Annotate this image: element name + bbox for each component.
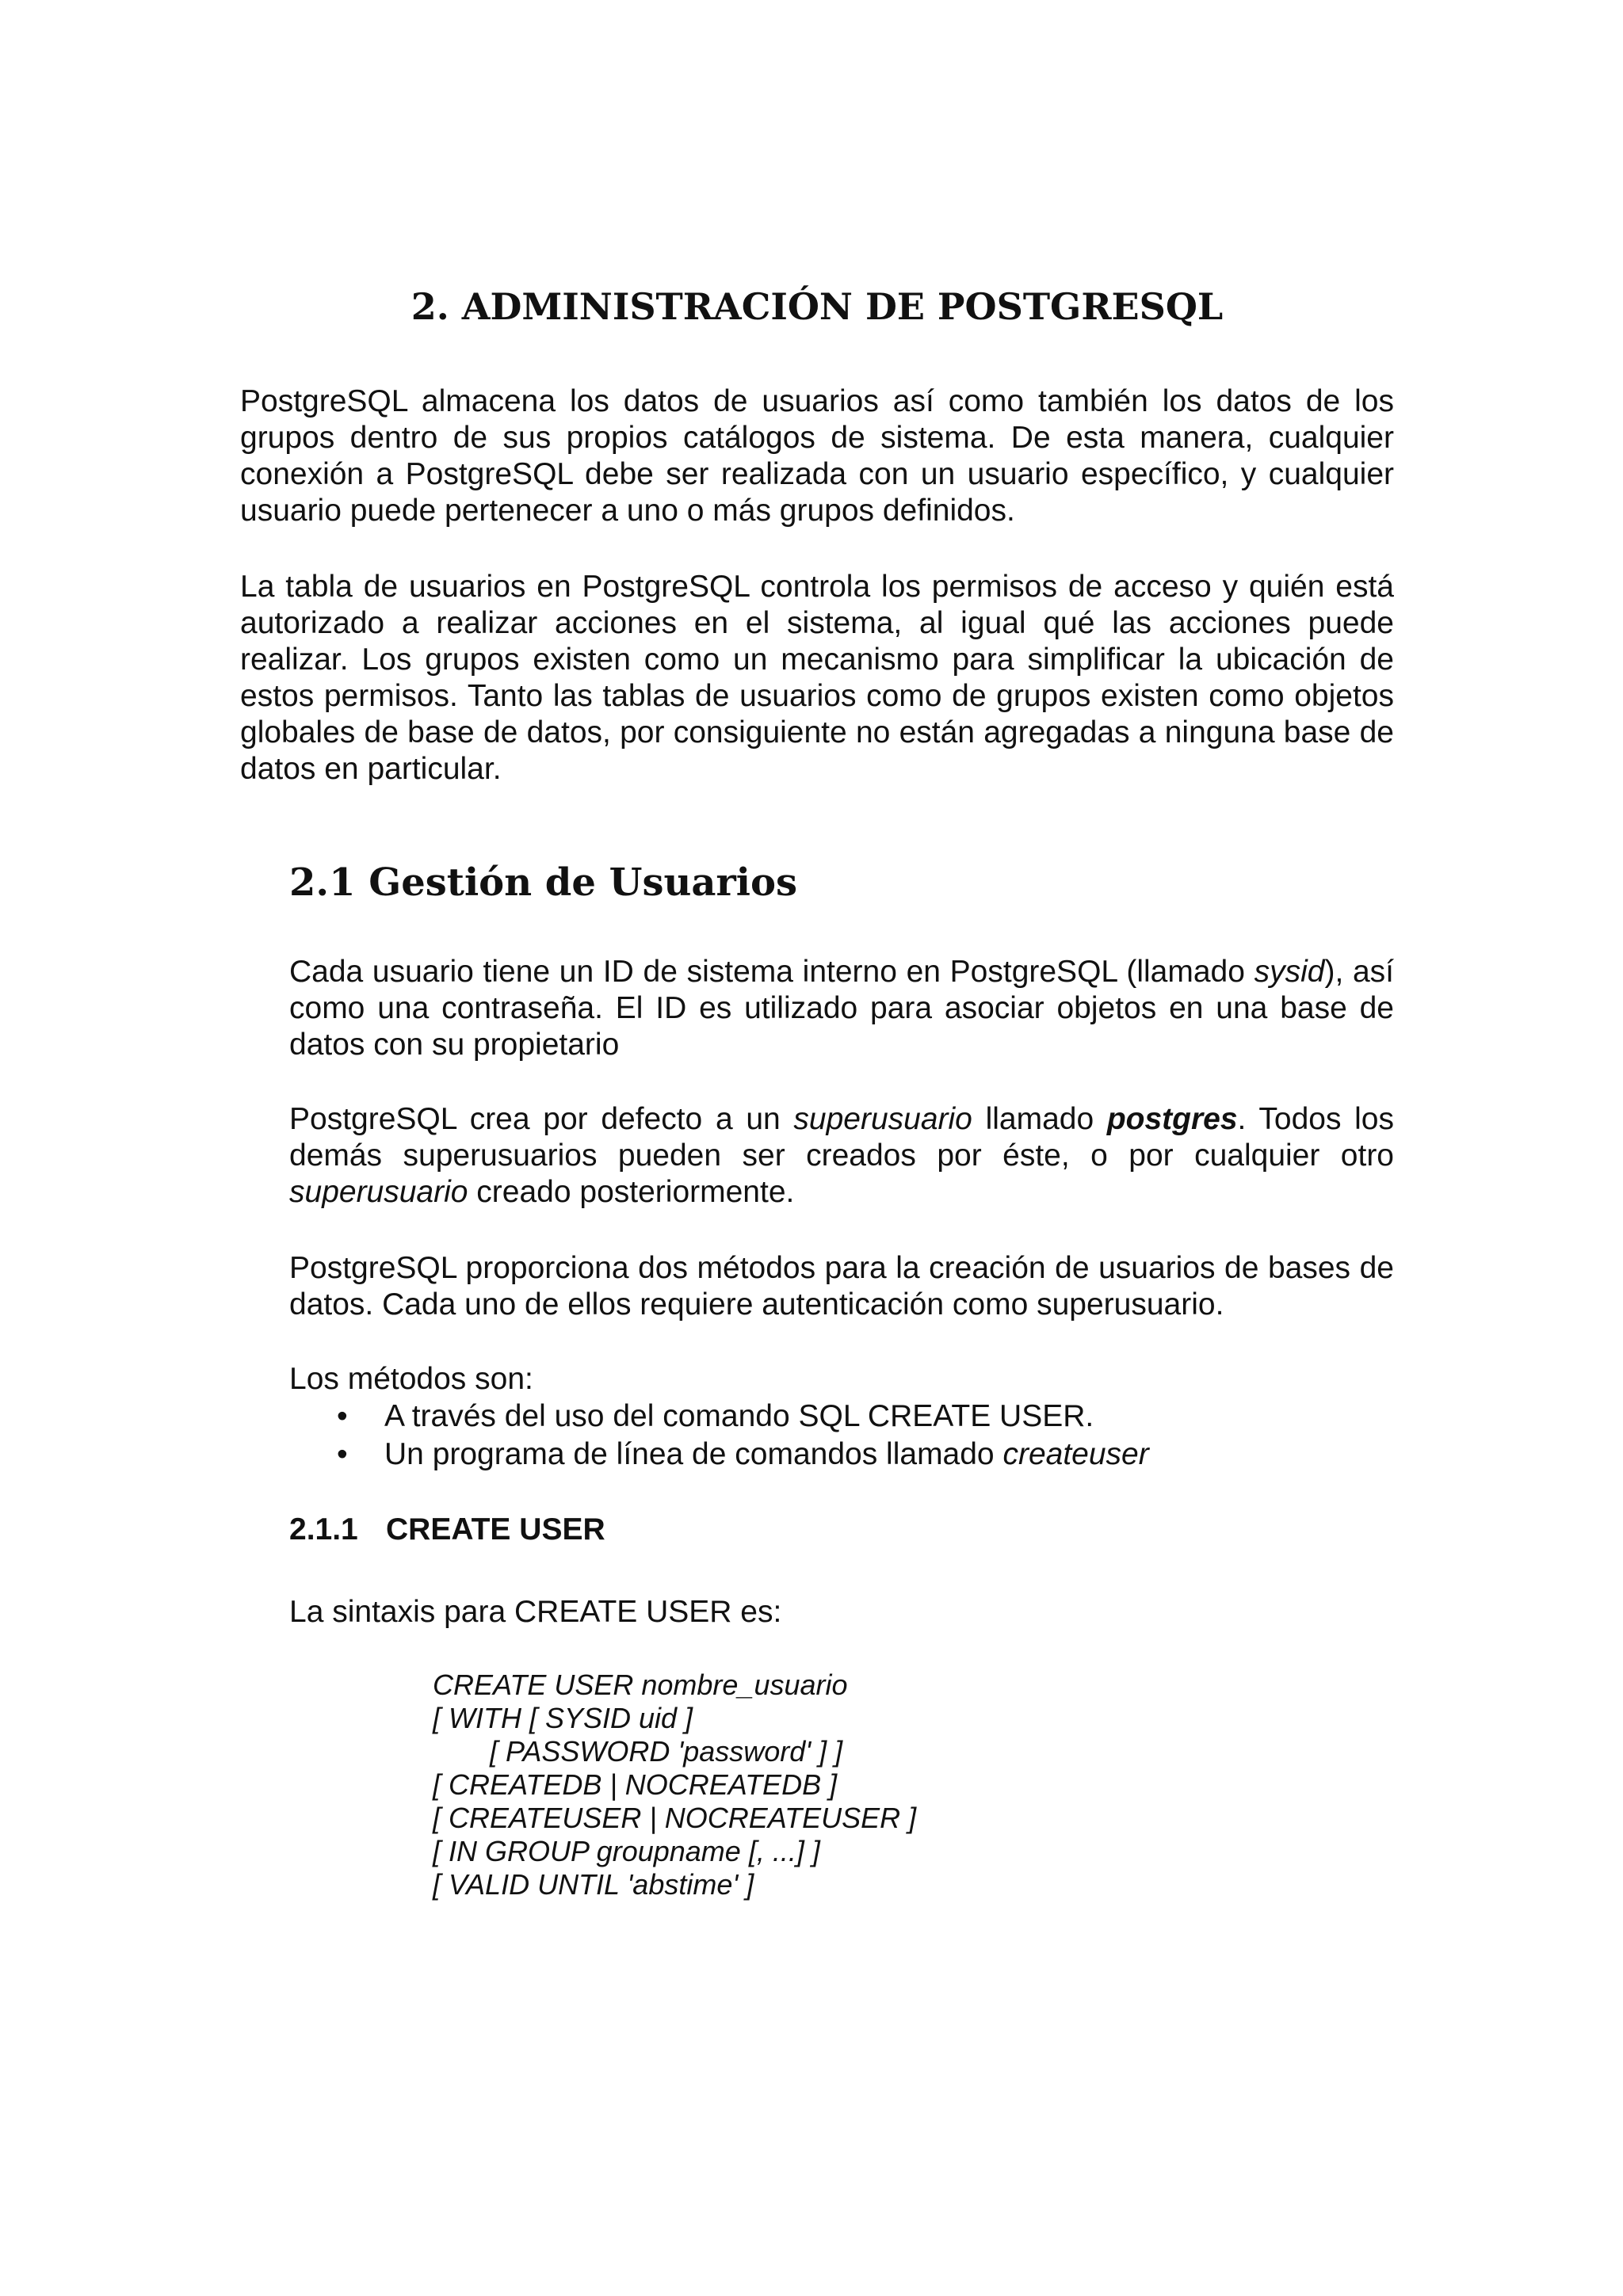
- paragraph-superuser-italic-2: superusuario: [289, 1175, 468, 1209]
- paragraph-superuser-bold-italic: postgres: [1106, 1102, 1238, 1136]
- list-item: [289, 1436, 1394, 1474]
- methods-intro: Los métodos son:: [289, 1362, 533, 1396]
- subsection-title: [289, 1512, 605, 1548]
- code-line: [ WITH [ SYSID uid ]: [433, 1702, 693, 1734]
- methods-list: [289, 1398, 1394, 1474]
- paragraph-superuser-text-4: creado posteriormente.: [468, 1175, 795, 1209]
- bullet-icon: •: [337, 1399, 348, 1433]
- paragraph-superuser-text-3: . Todos los demás superusuarios pueden ser creados por éste, o por cualquier otro: [289, 1102, 1394, 1173]
- list-item-italic: createuser: [1002, 1437, 1149, 1471]
- syntax-block: [433, 1669, 916, 1901]
- chapter-title: 2. ADMINISTRACIÓN DE POSTGRESQL: [411, 285, 1224, 328]
- paragraph-superuser-text-1: PostgreSQL crea por defecto a un: [289, 1102, 794, 1136]
- code-line: CREATE USER nombre_usuario: [433, 1669, 848, 1701]
- code-line: [ VALID UNTIL 'abstime' ]: [433, 1868, 754, 1901]
- code-line: [ IN GROUP groupname [, ...] ]: [433, 1835, 820, 1867]
- bullet-icon: •: [337, 1437, 348, 1471]
- list-item-text: Un programa de línea de comandos llamado: [384, 1437, 1003, 1471]
- subsection-number: 2.1.1: [289, 1512, 358, 1547]
- paragraph-superuser: [289, 1101, 1394, 1211]
- paragraph-superuser-text-2: llamado: [972, 1102, 1107, 1136]
- subsection-label: CREATE USER: [386, 1512, 605, 1547]
- paragraph-sysid-text-2: ), así como una contraseña. El ID es utilizado para asociar objetos en una base de datos con su propietario: [289, 955, 1394, 1062]
- paragraph-intro: PostgreSQL almacena los datos de usuarios así como también los datos de los grupos dentro de sus propios catálogos de sistema. De esta manera, cualquier conexión a PostgreSQL debe ser realizada con un usuario específico, y cualquier usuario puede pertenecer a uno o más grupos definidos.: [240, 384, 1394, 528]
- list-item-text: A través del uso del comando SQL CREATE USER.: [384, 1399, 1094, 1433]
- code-line: [ PASSWORD 'password' ] ]: [490, 1735, 843, 1768]
- list-item: [289, 1398, 1394, 1436]
- paragraph-user-table: La tabla de usuarios en PostgreSQL controla los permisos de acceso y quién está autorizado a realizar acciones en el sistema, al igual qué las acciones puede realizar. Los grupos existen como un mecanismo para simplificar la ubicación de estos permisos. Tanto las tablas de usuarios como de grupos existen como objetos globales de base de datos, por consiguiente no están agregadas a ninguna base de datos en particular.: [240, 570, 1394, 786]
- code-line: [ CREATEDB | NOCREATEDB ]: [433, 1768, 838, 1801]
- section-title: 2.1 Gestión de Usuarios: [289, 860, 798, 905]
- paragraph-sysid-text-1: Cada usuario tiene un ID de sistema interno en PostgreSQL (llamado: [289, 955, 1254, 989]
- paragraph-methods: PostgreSQL proporciona dos métodos para la creación de usuarios de bases de datos. Cada uno de ellos requiere autenticación como superusuario.: [289, 1251, 1394, 1322]
- paragraph-superuser-italic-1: superusuario: [793, 1102, 972, 1136]
- code-line: [ CREATEUSER | NOCREATEUSER ]: [433, 1802, 917, 1834]
- syntax-intro: La sintaxis para CREATE USER es:: [289, 1595, 782, 1629]
- paragraph-sysid: [289, 954, 1394, 1063]
- paragraph-sysid-italic: sysid: [1254, 955, 1325, 989]
